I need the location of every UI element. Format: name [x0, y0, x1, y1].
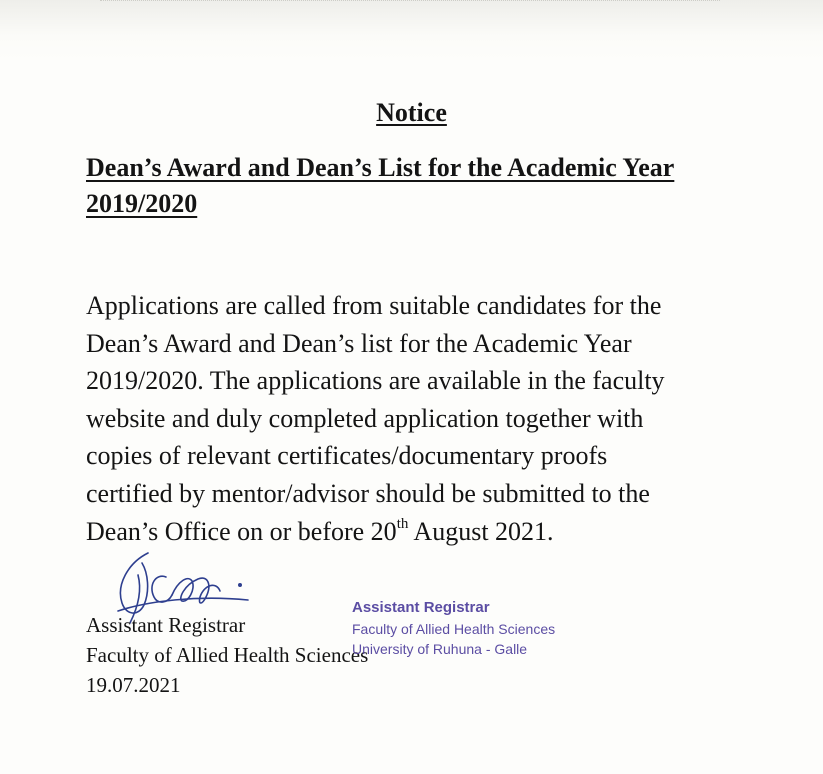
signatory-role: Assistant Registrar: [86, 613, 246, 637]
signature-block: [86, 610, 368, 700]
body-line: copies of relevant certificates/documentary proofs: [86, 441, 608, 471]
notice-body: [86, 287, 786, 550]
body-line: 2019/2020. The applications are available in the faculty: [86, 366, 665, 396]
title-line: Dean’s Award and Dean’s List for the Academic Year: [86, 153, 675, 182]
deadline-month-year: August 2021.: [408, 516, 554, 546]
official-stamp: [352, 597, 555, 659]
notice-title: [86, 150, 746, 222]
body-line: Dean’s Award and Dean’s list for the Academic Year: [86, 328, 632, 358]
body-line: Applications are called from suitable candidates for the: [86, 291, 662, 320]
title-line: 2019/2020: [86, 189, 198, 218]
notice-heading: Notice: [376, 98, 447, 127]
stamp-faculty: Faculty of Allied Health Sciences: [352, 621, 556, 637]
ordinal-suffix: th: [396, 515, 409, 532]
stamp-title: Assistant Registrar: [352, 599, 490, 616]
signatory-faculty: Faculty of Allied Health Sciences: [86, 643, 369, 667]
body-line: website and duly completed application together with: [86, 403, 644, 433]
notice-date: 19.07.2021: [86, 673, 181, 697]
body-line: certified by mentor/advisor should be submitted to the: [86, 478, 650, 508]
stamp-university: University of Ruhuna - Galle: [352, 641, 528, 657]
scan-edge-marks: [100, 0, 720, 7]
deadline-text: Dean’s Office on or before 20: [86, 516, 397, 546]
